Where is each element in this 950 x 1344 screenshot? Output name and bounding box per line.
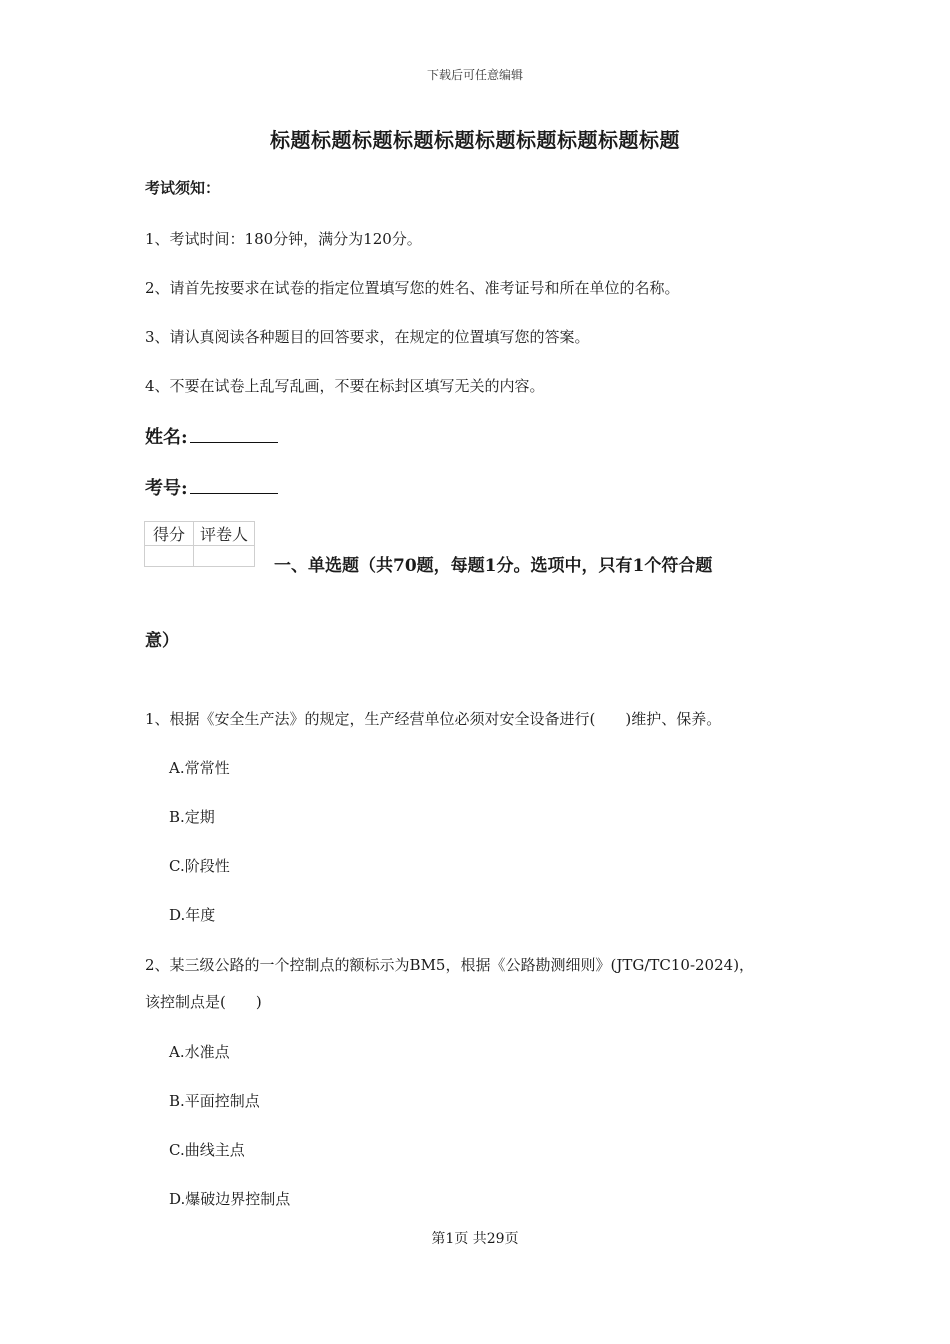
score-header: 得分 [145, 522, 194, 546]
name-field [145, 423, 278, 449]
question-2-option-a: A.水准点 [169, 1043, 230, 1061]
question-1-option-d: D.年度 [169, 906, 216, 924]
question-2-option-d: D.爆破边界控制点 [169, 1190, 291, 1208]
header-note: 下载后可任意编辑 [426, 68, 523, 82]
page-title: 标题标题标题标题标题标题标题标题标题标题 [270, 128, 680, 152]
question-1-text: 1、根据《安全生产法》的规定，生产经营单位必须对安全设备进行( )维护、保养。 [145, 710, 722, 728]
grader-cell[interactable] [194, 546, 255, 567]
question-1-option-a: A.常常性 [169, 759, 230, 777]
id-label: 考号: [145, 478, 188, 499]
score-table [144, 521, 255, 567]
notice-heading: 考试须知： [145, 179, 221, 197]
question-2-text-cont: 该控制点是( ) [145, 993, 262, 1011]
question-2-text: 2、某三级公路的一个控制点的额标示为BM5，根据《公路勘测细则》(JTG/TC10-2024)， [145, 956, 755, 974]
id-blank[interactable] [190, 475, 278, 494]
section-title-cont: 意） [145, 631, 179, 651]
name-label: 姓名: [145, 427, 188, 448]
section-title: 一、单选题（共70题，每题1分。选项中，只有1个符合题 [274, 556, 713, 576]
question-2-option-b: B.平面控制点 [169, 1092, 260, 1110]
page-footer: 第1页 共29页 [431, 1231, 519, 1247]
grader-header: 评卷人 [194, 522, 255, 546]
notice-rule-4: 4、不要在试卷上乱写乱画，不要在标封区填写无关的内容。 [145, 377, 545, 395]
question-1-option-c: C.阶段性 [169, 857, 230, 875]
notice-rule-1: 1、考试时间：180分钟，满分为120分。 [145, 230, 422, 248]
score-cell[interactable] [145, 546, 194, 567]
id-field [145, 474, 278, 500]
question-2-option-c: C.曲线主点 [169, 1141, 245, 1159]
notice-rule-3: 3、请认真阅读各种题目的回答要求，在规定的位置填写您的答案。 [145, 328, 590, 346]
notice-rule-2: 2、请首先按要求在试卷的指定位置填写您的姓名、准考证号和所在单位的名称。 [145, 279, 680, 297]
name-blank[interactable] [190, 424, 278, 443]
question-1-option-b: B.定期 [169, 808, 215, 826]
